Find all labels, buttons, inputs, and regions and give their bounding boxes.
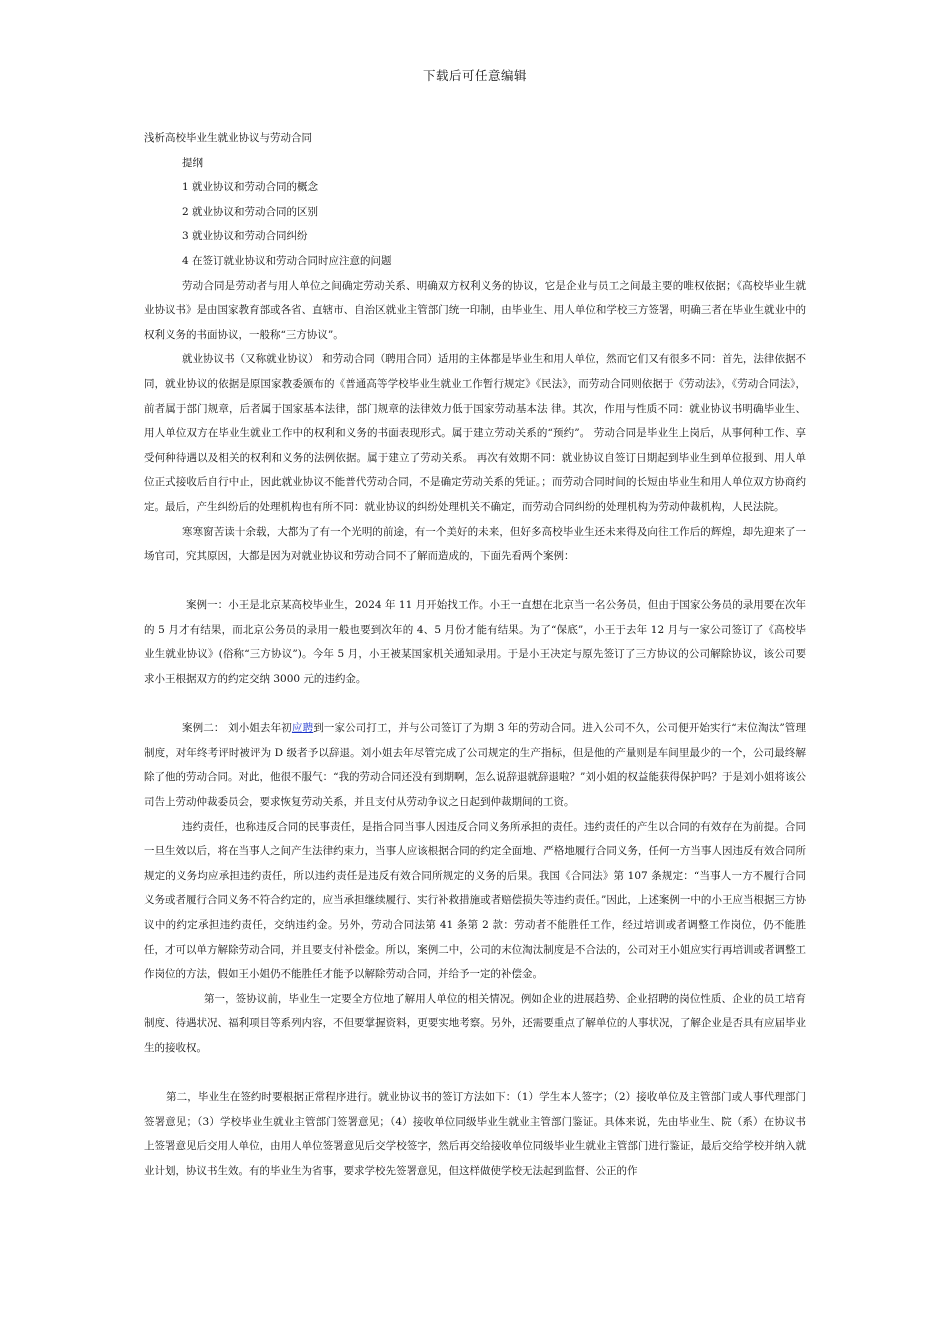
case-two-text-start: 案例二： 刘小姐去年初: [182, 722, 292, 735]
paragraph-case-two: [144, 716, 806, 814]
spacer: [144, 692, 806, 717]
paragraph-second-point: 第二，毕业生在签约时要根据正常程序进行。就业协议书的签订方法如下：（1）学生本人签字；（2）接收单位及主管部门或人事代理部门签署意见；（3）学校毕业生就业主管部门签署意见；（4）接收单位同级毕业生就业主管部门鉴证。具体来说，先由毕业生、院（系）在协议书上签署意见后交用人单位，由用人单位签署意见后交学校签字，然后再交给接收单位同级毕业生就业主管部门进行鉴证，最后交给学校并纳入就业计划，协议书生效。有的毕业生为省事，要求学校先签署意见，但这样做使学校无法起到监督、公正的作: [144, 1091, 806, 1177]
paragraph-intro-cases: 寒寒窗苦读十余载，大都为了有一个光明的前途，有一个美好的未来，但好多高校毕业生还未来得及向往工作后的辉煌，却先迎来了一场官司，究其原因，大都是因为对就业协议和劳动合同不了解而造成的，下面先看两个案例：: [144, 525, 806, 563]
spacer: [144, 569, 806, 594]
paragraph-first-point: 第一，签协议前，毕业生一定要全方位地了解用人单位的相关情况。例如企业的进展趋势、企业招聘的岗位性质、企业的员工培育制度、待遇状况、福利项目等系列内容，不但要掌握资料，更要实地考察。另外，还需要重点了解单位的人事状况，了解企业是否具有应届毕业生的接收权。: [144, 992, 806, 1054]
document-body: [144, 126, 806, 1184]
paragraph-labor-contract-definition: 劳动合同是劳动者与用人单位之间确定劳动关系、明确双方权利义务的协议，它是企业与员工之间最主要的唯权依据；《高校毕业生就业协议书》是由国家教育部或各省、直辖市、自治区就业主管部门统一印制，由毕业生、用人单位和学校三方签署，明确三者在毕业生就业中的权利义务的书面协议，一般称“三方协议”。: [144, 279, 806, 341]
spacer: [144, 1061, 806, 1086]
paragraph-breach-liability: 违约责任，也称违反合同的民事责任，是指合同当事人因违反合同义务所承担的责任。违约责任的产生以合同的有效存在为前提。合同一旦生效以后，将在当事人之间产生法律约束力，当事人应该根据合同的约定全面地、严格地履行合同义务，任何一方当事人因违反有效合同所规定的义务均应承担违约责任，所以违约责任是违反有效合同所规定的义务的后果。我国《合同法》第 107 条规定：“当事人一方不履行合同义务或者履行合同义务不符合约定的，应当承担继续履行、实行补救措施或者赔偿损失等违约责任。”因此，上述案例一中的小王应当根据三方协议中的约定承担违约责任，交纳违约金。另外，劳动合同法第 41 条第 2 款：劳动者不能胜任工作，经过培训或者调整工作岗位，仍不能胜任，才可以单方解除劳动合同，并且要支付补偿金。所以，案例二中，公司的末位淘汰制度是不合法的，公司对王小姐应实行再培训或者调整工作岗位的方法，假如王小姐仍不能胜任才能予以解除劳动合同，并给予一定的补偿金。: [144, 820, 806, 981]
outline-item-2: 2 就业协议和劳动合同的区别: [182, 205, 319, 218]
outline-item-3: 3 就业协议和劳动合同纠纷: [182, 230, 308, 243]
paragraph-differences: 就业协议书（又称就业协议） 和劳动合同（聘用合同）适用的主体都是毕业生和用人单位，然而它们又有很多不同：首先，法律依据不同，就业协议的依据是原国家教委颁布的《普通高等学校毕业生就业工作暂行规定》《民法》，而劳动合同则依据于《劳动法》，《劳动合同法》，前者属于部门规章，后者属于国家基本法律，部门规章的法律效力低于国家劳动基本法 律。其次，作用与性质不同：就业协议书明确毕业生、用人单位双方在毕业生就业工作中的权利和义务的书面表现形式。属于建立劳动关系的“预约”。 劳动合同是毕业生上岗后，从事何种工作、享受何种待遇以及相关的权利和义务的法例依据。属于建立了劳动关系。 再次有效期不同：就业协议自签订日期起到毕业生到单位报到、用人单位正式接收后自行中止，因此就业协议不能普代劳动合同，不是确定劳动关系的凭证。；而劳动合同时间的长短由毕业生和用人单位双方协商约定。最后，产生纠纷后的处理机构也有所不同：就业协议的纠纷处理机关不确定，而劳动合同纠纷的处理机构为劳动仲裁机构，人民法院。: [144, 353, 806, 513]
case-two-text-rest: 到一家公司打工，并与公司签订了为期 3 年的劳动合同。进入公司不久，公司便开始实行“末位淘汰”管理制度，对年终考评时被评为 D 级者予以辞退。刘小姐去年尽管完成了公司规定的生产指标，但是他的产量则是车间里最少的一个，公司最终解除了他的劳动合同。对此，他很不服气：“我的劳动合同还没有到期啊，怎么说辞退就辞退啦？”刘小姐的权益能获得保护吗？于是刘小姐将该公司告上劳动仲裁委员会，要求恢复劳动关系，并且支付从劳动争议之日起到仲裁期间的工资。: [144, 722, 807, 809]
apply-job-link[interactable]: 应聘: [291, 722, 314, 735]
document-title: 浅析高校毕业生就业协议与劳动合同: [144, 132, 312, 144]
paragraph-case-one: 案例一：小王是北京某高校毕业生，2024 年 11 月开始找工作。小王一直想在北京当一名公务员，但由于国家公务员的录用要在次年的 5 月才有结果，而北京公务员的录用一般也要到次年的 4、5 月份才能有结果。为了“保底”，小王于去年 12 月与一家公司签订了《高校毕业生就业协议》(俗称“三方协议”)。今年 5 月，小王被某国家机关通知录用。于是小王决定与原先签订了三方协议的公司解除协议，该公司要求小王根据双方的约定交纳 3000 元的违约金。: [144, 599, 806, 686]
outline-label: 提纲: [182, 156, 203, 169]
outline-item-4: 4 在签订就业协议和劳动合同时应注意的问题: [182, 254, 392, 267]
outline-item-1: 1 就业协议和劳动合同的概念: [182, 181, 319, 194]
page-header: 下载后可任意编辑: [422, 68, 527, 83]
